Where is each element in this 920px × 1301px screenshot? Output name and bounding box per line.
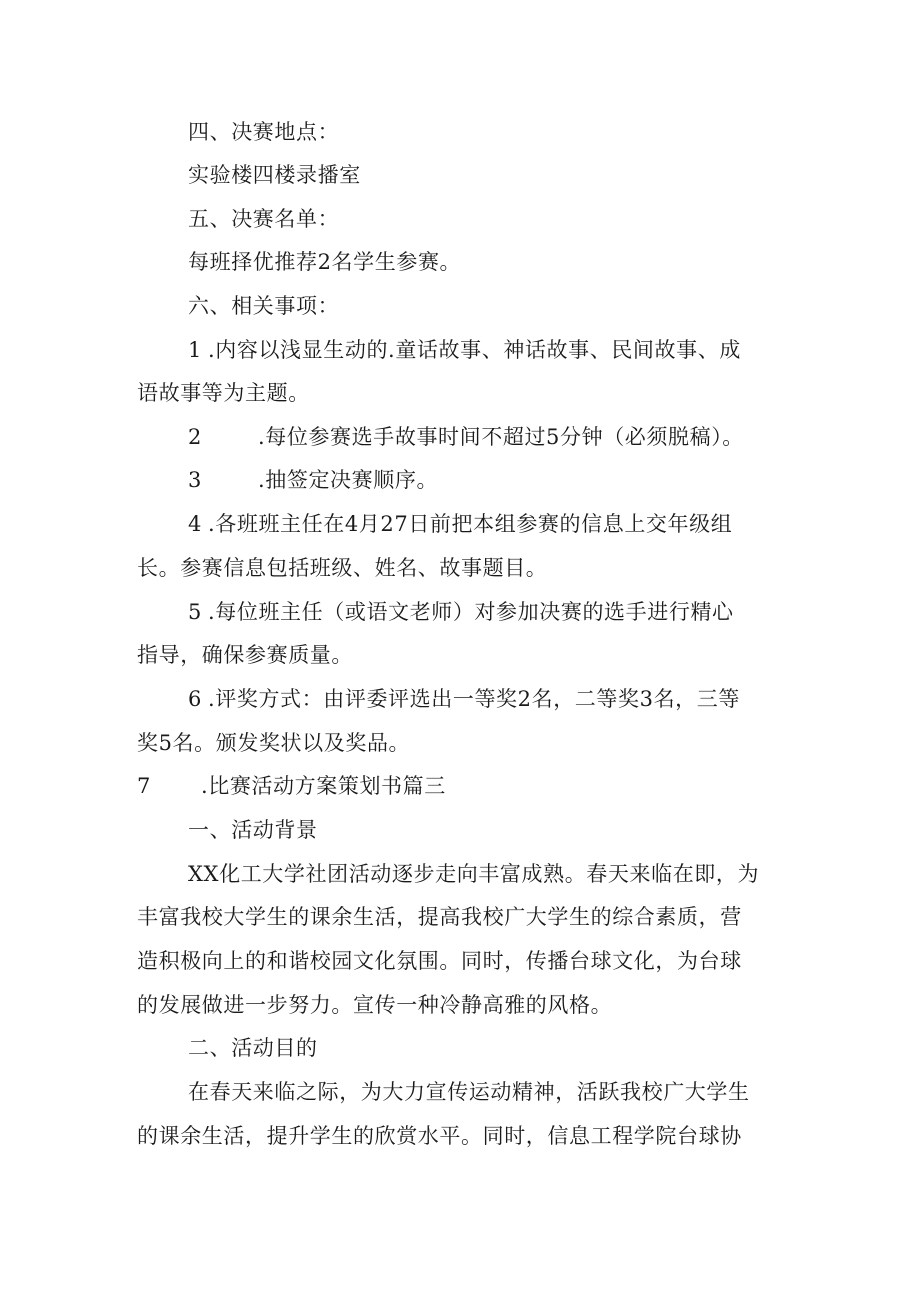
section-4-body: 实验楼四楼录播室	[188, 163, 361, 187]
section-5-heading: 五、决赛名单：	[188, 207, 340, 231]
list-item-number: 1	[188, 338, 202, 362]
list-item-number: 2	[188, 425, 202, 449]
list-item	[188, 465, 438, 495]
paragraph-line: 丰富我校大学生的课余生活，提高我校广大学生的综合素质，营	[137, 905, 742, 929]
list-item	[137, 771, 446, 801]
paragraph-line: 的发展做进一步努力。宣传一种冷静高雅的风格。	[137, 993, 613, 1017]
list-item-text: .每位班主任（或语文老师）对参加决赛的选手进行精心	[207, 600, 734, 624]
section-5-body: 每班择优推荐2名学生参赛。	[188, 250, 462, 274]
section-6-heading: 六、相关事项：	[188, 294, 340, 318]
list-item-number: 6	[188, 687, 202, 711]
paragraph-line: 造积极向上的和谐校园文化氛围。同时，传播台球文化，为台球	[137, 949, 742, 973]
list-item-continuation: 奖5名。颁发奖状以及奖品。	[137, 731, 411, 755]
list-item-continuation: 长。参赛信息包括班级、姓名、故事题目。	[137, 556, 548, 580]
list-item-text: .每位参赛选手故事时间不超过5分钟（必须脱稿）。	[257, 425, 744, 449]
list-item-number: 7	[137, 774, 151, 798]
list-item	[188, 684, 740, 714]
list-item-number: 3	[188, 468, 202, 492]
list-item-number: 5	[188, 600, 202, 624]
list-item-text: .内容以浅显生动的.童话故事、神话故事、民间故事、成	[207, 338, 741, 362]
list-item	[188, 422, 744, 452]
part-2-heading: 二、活动目的	[188, 1036, 318, 1060]
paragraph-line: 的课余生活，提升学生的欣赏水平。同时，信息工程学院台球协	[137, 1124, 742, 1148]
paragraph-line: XX化工大学社团活动逐步走向丰富成熟。春天来临在即，为	[188, 862, 760, 886]
list-item	[188, 509, 732, 539]
paragraph-line: 在春天来临之际，为大力宣传运动精神，活跃我校广大学生	[188, 1080, 750, 1104]
part-1-heading: 一、活动背景	[188, 818, 318, 842]
list-item	[188, 335, 741, 365]
list-item-text: .比赛活动方案策划书篇三	[200, 774, 446, 798]
list-item-continuation: 指导，确保参赛质量。	[137, 643, 353, 667]
list-item-text: .抽签定决赛顺序。	[257, 468, 439, 492]
list-item-text: .评奖方式：由评委评选出一等奖2名，二等奖3名，三等	[207, 687, 740, 711]
section-4-heading: 四、决赛地点：	[188, 120, 340, 144]
list-item-text: .各班班主任在4月27日前把本组参赛的信息上交年级组	[207, 512, 733, 536]
list-item-number: 4	[188, 512, 202, 536]
list-item-continuation: 语故事等为主题。	[137, 381, 310, 405]
list-item	[188, 597, 734, 627]
